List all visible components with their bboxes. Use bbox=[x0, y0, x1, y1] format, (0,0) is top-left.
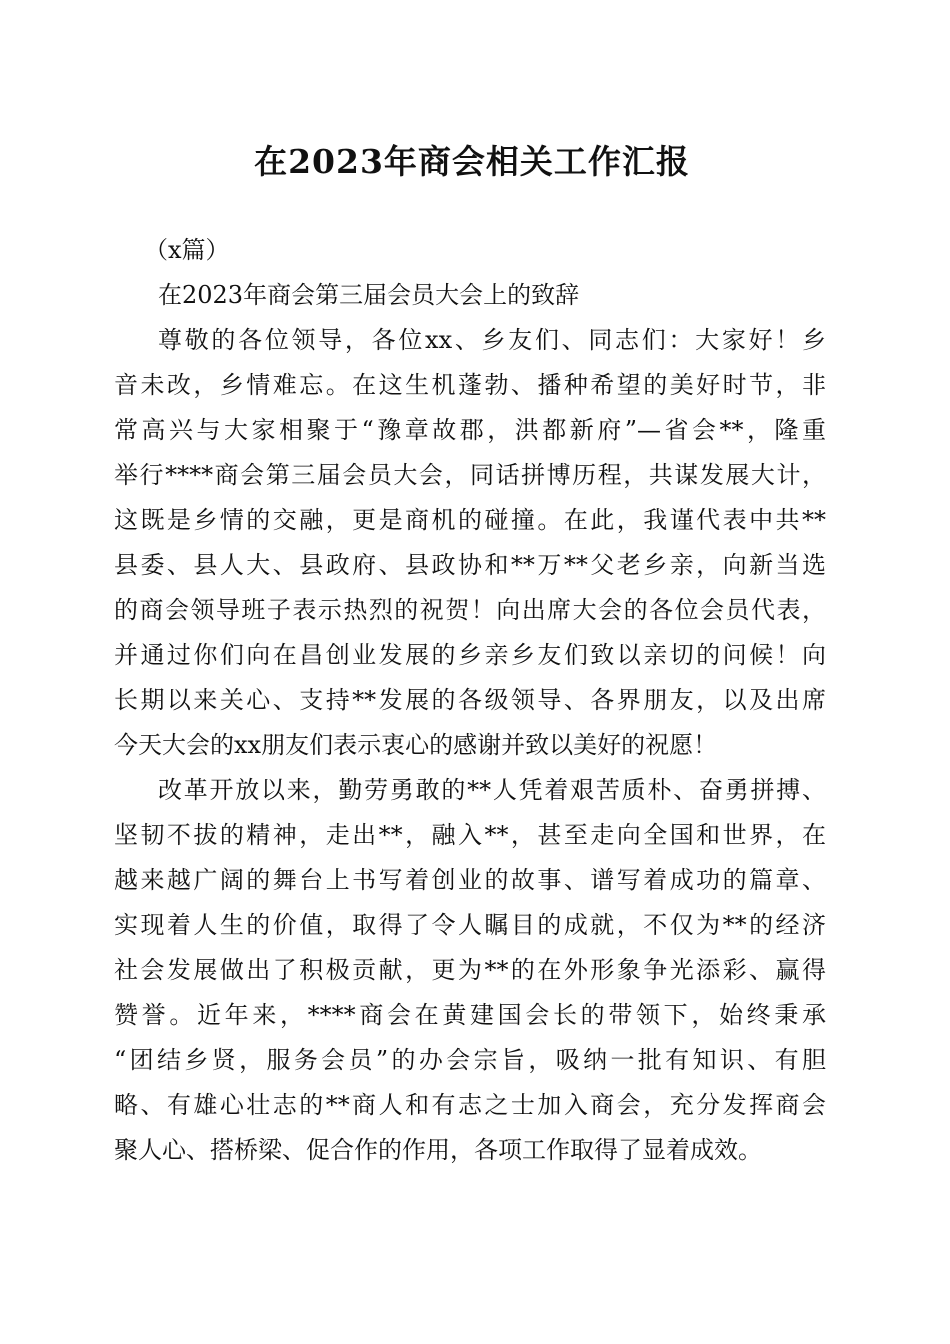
paragraph-line: “团结乡贤，服务会员”的办会宗旨，吸纳一批有知识、有胆 bbox=[114, 1046, 826, 1074]
paragraph-line: 改革开放以来，勤劳勇敢的**人凭着艰苦质朴、奋勇拼搏、 bbox=[158, 776, 826, 804]
paragraph-line: 略、有雄心壮志的**商人和有志之士加入商会，充分发挥商会 bbox=[114, 1091, 826, 1119]
paragraph-line: 今天大会的xx朋友们表示衷心的感谢并致以美好的祝愿！ bbox=[114, 731, 718, 759]
document-title: 在2023年商会相关工作汇报 bbox=[254, 142, 690, 181]
paragraph bbox=[114, 318, 826, 768]
document-body bbox=[114, 228, 826, 1173]
paragraph-line: 举行****商会第三届会员大会，同话拼博历程，共谋发展大计， bbox=[114, 461, 826, 489]
paragraph-line: 县委、县人大、县政府、县政协和**万**父老乡亲，向新当选 bbox=[114, 551, 826, 579]
paragraph-line: 赞誉。近年来，****商会在黄建国会长的带领下，始终秉承 bbox=[114, 1001, 826, 1029]
paragraph-line: 社会发展做出了积极贡献，更为**的在外形象争光添彩、赢得 bbox=[114, 956, 826, 984]
paragraph-line: 聚人心、搭桥梁、促合作的作用，各项工作取得了显着成效。 bbox=[114, 1136, 762, 1164]
paragraph-line: 越来越广阔的舞台上书写着创业的故事、谱写着成功的篇章、 bbox=[114, 866, 826, 894]
paragraphs bbox=[114, 318, 826, 1173]
speech-title: 在2023年商会第三届会员大会上的致辞 bbox=[158, 281, 580, 309]
paragraph-line: 尊敬的各位领导，各位xx、乡友们、同志们：大家好！乡 bbox=[158, 326, 826, 354]
paragraph-line: 并通过你们向在昌创业发展的乡亲乡友们致以亲切的问候！向 bbox=[114, 641, 826, 669]
paragraph-line: 这既是乡情的交融，更是商机的碰撞。在此，我谨代表中共** bbox=[114, 506, 826, 534]
paragraph bbox=[114, 768, 826, 1173]
subtitle-note: （x篇） bbox=[144, 236, 230, 264]
paragraph-line: 实现着人生的价值，取得了令人瞩目的成就，不仅为**的经济 bbox=[114, 911, 826, 939]
paragraph-line: 音未改，乡情难忘。在这生机蓬勃、播种希望的美好时节，非 bbox=[114, 371, 826, 399]
paragraph-line: 的商会领导班子表示热烈的祝贺！向出席大会的各位会员代表， bbox=[114, 596, 826, 624]
paragraph-line: 常高兴与大家相聚于“豫章故郡，洪都新府”—省会**，隆重 bbox=[114, 416, 826, 444]
paragraph-line: 长期以来关心、支持**发展的各级领导、各界朋友，以及出席 bbox=[114, 686, 826, 714]
paragraph-line: 坚韧不拔的精神，走出**，融入**，甚至走向全国和世界，在 bbox=[114, 821, 826, 849]
